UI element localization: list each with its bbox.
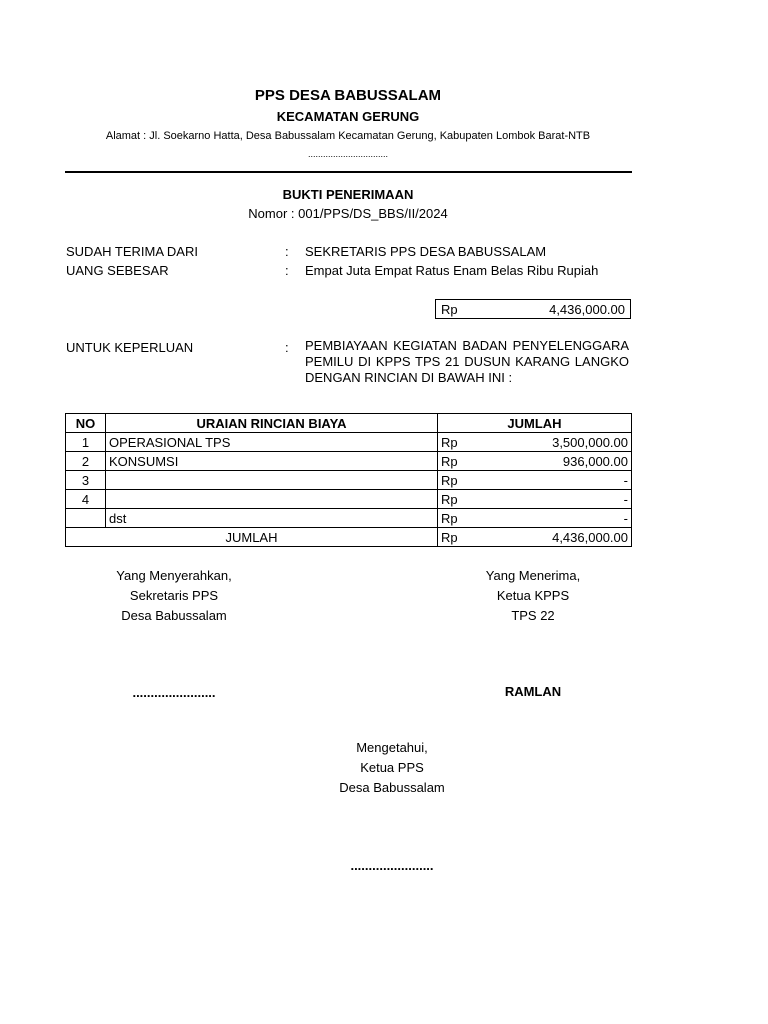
row-currency: Rp (438, 490, 485, 509)
row-desc: OPERASIONAL TPS (106, 433, 438, 452)
signature-left (64, 566, 284, 626)
sig-center-line1: Mengetahui, (356, 740, 428, 755)
row-amount: - (484, 490, 632, 509)
cost-breakdown-table (65, 413, 632, 547)
signature-right (423, 566, 643, 626)
org-subtitle: KECAMATAN GERUNG (276, 109, 420, 124)
row-no: 2 (66, 452, 106, 471)
purpose-value: PEMBIAYAAN KEGIATAN BADAN PENYELENGGARA PEMILU DI KPPS TPS 21 DUSUN KARANG LANGKO DENGAN RINCIAN DI BAWAH INI : (305, 338, 629, 385)
received-from-label: SUDAH TERIMA DARI (66, 244, 198, 259)
address-dots: ................................ (307, 149, 388, 159)
header-divider (65, 171, 632, 173)
sig-center-line3: Desa Babussalam (339, 780, 445, 795)
org-address: Alamat : Jl. Soekarno Hatta, Desa Babussalam Kecamatan Gerung, Kabupaten Lombok Barat-NTB (105, 130, 591, 142)
header-desc: URAIAN RINCIAN BIAYA (106, 414, 438, 433)
row-desc: dst (106, 509, 438, 528)
sig-center-name: ....................... (350, 858, 434, 873)
row-amount: 3,500,000.00 (484, 433, 632, 452)
row-desc (106, 490, 438, 509)
sig-right-line3: TPS 22 (511, 608, 555, 623)
table-row (66, 509, 632, 528)
purpose-label: UNTUK KEPERLUAN (66, 340, 194, 355)
sig-left-line1: Yang Menyerahkan, (116, 568, 232, 583)
sig-left-line2: Sekretaris PPS (129, 588, 219, 603)
row-no: 3 (66, 471, 106, 490)
sig-left-name: ....................... (132, 685, 216, 700)
total-label: JUMLAH (66, 528, 438, 547)
table-row (66, 452, 632, 471)
sig-center-line2: Ketua PPS (360, 760, 424, 775)
header-no: NO (66, 414, 106, 433)
sig-right-line2: Ketua KPPS (496, 588, 570, 603)
signature-center (282, 738, 502, 798)
sig-left-line3: Desa Babussalam (121, 608, 227, 623)
row-currency: Rp (438, 433, 485, 452)
table-row (66, 471, 632, 490)
row-no: 4 (66, 490, 106, 509)
amount-figure: 4,436,000.00 (549, 302, 625, 317)
colon: : (285, 263, 289, 278)
amount-label: UANG SEBESAR (66, 263, 169, 278)
sig-right-line1: Yang Menerima, (485, 568, 581, 583)
row-amount: 936,000.00 (484, 452, 632, 471)
row-currency: Rp (438, 471, 485, 490)
colon: : (285, 340, 289, 355)
row-amount: - (484, 471, 632, 490)
table-row (66, 433, 632, 452)
received-from-value: SEKRETARIS PPS DESA BABUSSALAM (305, 244, 547, 259)
row-no: 1 (66, 433, 106, 452)
row-amount: - (484, 509, 632, 528)
row-desc (106, 471, 438, 490)
total-currency: Rp (438, 528, 485, 547)
amount-words: Empat Juta Empat Ratus Enam Belas Ribu Rupiah (305, 263, 599, 278)
row-no (66, 509, 106, 528)
doc-title: BUKTI PENERIMAAN (282, 187, 414, 202)
header-amount: JUMLAH (438, 414, 632, 433)
row-desc: KONSUMSI (106, 452, 438, 471)
currency-label: Rp (441, 302, 458, 317)
row-currency: Rp (438, 509, 485, 528)
total-amount: 4,436,000.00 (484, 528, 632, 547)
table-total-row (66, 528, 632, 547)
table-row (66, 490, 632, 509)
amount-box (435, 299, 631, 319)
colon: : (285, 244, 289, 259)
table-header-row (66, 414, 632, 433)
sig-right-name: RAMLAN (504, 684, 562, 699)
row-currency: Rp (438, 452, 485, 471)
doc-number: Nomor : 001/PPS/DS_BBS/II/2024 (248, 206, 448, 221)
org-title: PPS DESA BABUSSALAM (254, 87, 442, 104)
